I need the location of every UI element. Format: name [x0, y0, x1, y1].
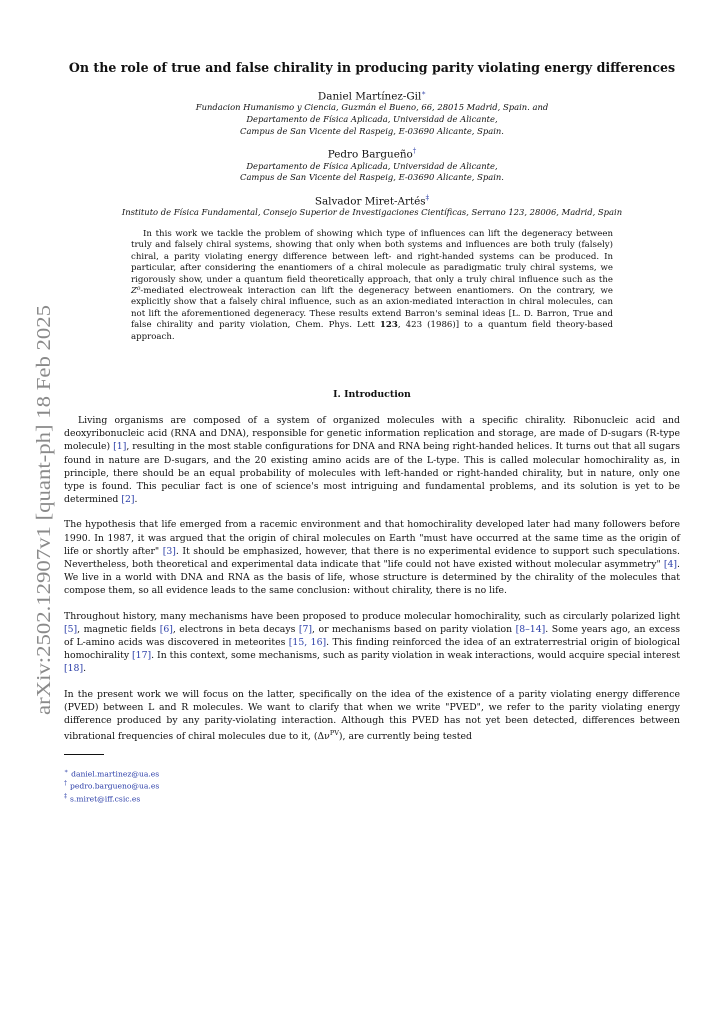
paragraph-text: , or mechanisms based on parity violation: [312, 623, 516, 635]
citation-link[interactable]: [8–14]: [515, 623, 546, 635]
author-name: Daniel Martínez-Gil: [317, 90, 422, 103]
author-1: [64, 89, 680, 102]
section-heading-introduction: I. Introduction: [333, 389, 411, 401]
paragraph-text: . In this context, some mechanisms, such as parity violation in weak interactions, would acquire special interest: [151, 650, 680, 662]
email-link[interactable]: pedro.bargueno@ua.es: [70, 781, 160, 791]
author-footnote-mark[interactable]: ∗: [421, 89, 427, 97]
affiliation-line: Fundacion Humanismo y Ciencia, Guzmán el Bueno, 66, 28015 Madrid, Spain. and: [195, 102, 549, 113]
citation-link[interactable]: [17]: [132, 650, 152, 662]
citation-link[interactable]: [6]: [159, 623, 173, 635]
paragraph-text: The hypothesis that life emerged from a racemic environment and that homochirality developed later had many followers before 1990. In 1987, it was argued that the origin of chiral molecules on Earth "must have occurred at the same time as the origin of life or shortly after": [64, 519, 680, 557]
arxiv-stamp: [20, 300, 60, 720]
abstract-text: , 423 (1986)] to a quantum field theory-based approach.: [131, 320, 613, 342]
author-3-affiliation: [24, 207, 720, 219]
citation-link[interactable]: [18]: [64, 663, 84, 675]
paper-title: On the role of true and false chirality in producing parity violating energy differences: [68, 60, 676, 75]
affiliation-line: Instituto de Física Fundamental, Consejo Superior de Investigaciones Científicas, Serrano 123, 28006, Madrid, Spain: [121, 207, 623, 218]
paragraph-text: , electrons in beta decays: [172, 623, 299, 635]
paragraph-text: . This finding reinforced the idea of an extraterrestrial origin of biological homochirality: [64, 637, 681, 662]
paragraph-text: .: [134, 494, 138, 506]
paragraph-text: , resulting in the most stable configurations for DNA and RNA being right-handed helices. It turns out that all sugars found in nature are D-sugars, and the 20 existing amino acids are of the L-type. This is called molecular homochirality as, in principle, there should be an equal probability of molecules with left-handed or right-handed chirality, but in nature, only one type is found. This peculiar fact is one of science's most intriguing and fundamental problems, and its solution is yet to be determined: [64, 441, 680, 506]
affiliation-line: Departamento de Física Aplicada, Universidad de Alicante,: [246, 160, 498, 171]
math-delta-nu: (Δν: [313, 731, 330, 743]
math-close-paren: ): [338, 731, 343, 743]
paragraph-4: [64, 688, 680, 744]
affiliation-line: Departamento de Física Aplicada, Universidad de Alicante,: [246, 114, 498, 125]
footnote-2: [64, 779, 680, 792]
affiliation-line: Campus de San Vicente del Raspeig, E-03690 Alicante, Spain.: [240, 172, 504, 183]
author-1-affiliation: [64, 102, 680, 137]
footnote-1: [64, 767, 680, 780]
footnote-mark: †: [64, 780, 67, 788]
paragraph-2: [64, 518, 680, 597]
paper-page: [64, 60, 680, 804]
paragraph-text: , magnetic fields: [77, 623, 160, 635]
footnote-divider: [64, 754, 104, 755]
email-link[interactable]: s.miret@iff.csic.es: [70, 794, 141, 804]
author-footnote-mark[interactable]: †: [412, 147, 417, 156]
paragraph-text: Throughout history, many mechanisms have been proposed to produce molecular homochirality, such as circularly polarized light: [64, 610, 680, 622]
paragraph-text: . We live in a world with DNA and RNA as the basis of life, whose structure is determined by the chirality of the molecules that compose them, so all evidence leads to the same conclusion: without chirality, there is no life.: [64, 559, 680, 597]
author-footnote-mark[interactable]: ‡: [425, 193, 430, 202]
citation-link[interactable]: [2]: [121, 494, 135, 506]
abstract: [131, 229, 613, 343]
paragraph-text: . Some years ago, an excess of L-amino acids was discovered in meteorites: [64, 623, 680, 649]
citation-link[interactable]: [3]: [162, 545, 176, 557]
footnote-mark: ‡: [64, 792, 67, 800]
citation-link[interactable]: [7]: [298, 623, 313, 635]
abstract-text: -mediated electroweak interaction can lift the degeneracy between enantiomers. On the contrary, we explicitly show that a falsely chiral influence, such as an axion-mediated interaction in chiral molecules, can not lift the aforementioned degeneracy. These results extend Barron's seminal ideas [L. D. Barron, True and false chirality and parity violation, Chem. Phys. Lett: [131, 286, 613, 331]
author-name: Pedro Bargueño: [327, 148, 413, 161]
paragraph-1: [64, 414, 680, 506]
math-superscript-pv: PV: [329, 729, 339, 738]
footnote-mark: ∗: [64, 767, 69, 775]
paragraph-text: , are currently being tested: [342, 731, 472, 743]
paragraph-3: [64, 610, 680, 676]
arxiv-stamp-text: arXiv:2502.12907v1 [quant-ph] 18 Feb 2025: [34, 363, 55, 715]
paragraph-text: In the present work we will focus on the latter, specifically on the idea of the existence of a parity violating energy difference (PVED) between L and R molecules. We want to clarify that when we write "PVED", we refer to the parity violating energy difference produced by any parity-violating interaction. Although this PVED has not yet been detected, differences between vibrational frequencies of chiral molecules due to it,: [64, 688, 680, 743]
footnote-3: [64, 792, 680, 805]
citation-link[interactable]: [5]: [64, 623, 78, 635]
arxiv-stamp-svg: [20, 300, 60, 720]
affiliation-line: Campus de San Vicente del Raspeig, E-03690 Alicante, Spain.: [240, 125, 504, 136]
citation-link[interactable]: [15, 16]: [288, 637, 327, 649]
citation-link[interactable]: [1]: [113, 441, 127, 453]
abstract-text: In this work we tackle the problem of showing which type of influences can lift the degeneracy between truly and falsely chiral systems, showing that only when both systems and influences are both truly (falsely) chiral, a parity violating energy difference between left- and right-handed systems can be produced. In particular, after considering the enantiomers of a chiral molecule as paradigmatic truly chiral systems, we rigorously show, under a quantum field theoretically approach, that only a truly chiral influence such as the: [131, 228, 613, 285]
citation-link[interactable]: [4]: [663, 559, 678, 571]
author-2: [64, 147, 680, 160]
paragraph-text: .: [83, 663, 87, 675]
paragraph-text: . It should be emphasized, however, that there is no experimental evidence to support such speculations. Nevertheless, both theoretical and experimental data indicate that "life could not have existed without molecular asymmetry": [64, 545, 680, 571]
author-2-affiliation: [64, 161, 680, 184]
paragraph-text: Living organisms are composed of a system of organized molecules with a specific chirality. Ribonucleic acid and deoxyribonucleic acid (RNA and DNA), responsible for genetic information replication and storage, are made of D-sugars (R-type molecule): [64, 415, 680, 453]
author-name: Salvador Miret-Artés: [314, 195, 426, 208]
email-link[interactable]: daniel.martinez@ua.es: [71, 769, 160, 779]
z0-symbol: Z⁰: [131, 286, 141, 296]
author-3: [64, 194, 680, 207]
abstract-volume: 123: [379, 320, 398, 331]
